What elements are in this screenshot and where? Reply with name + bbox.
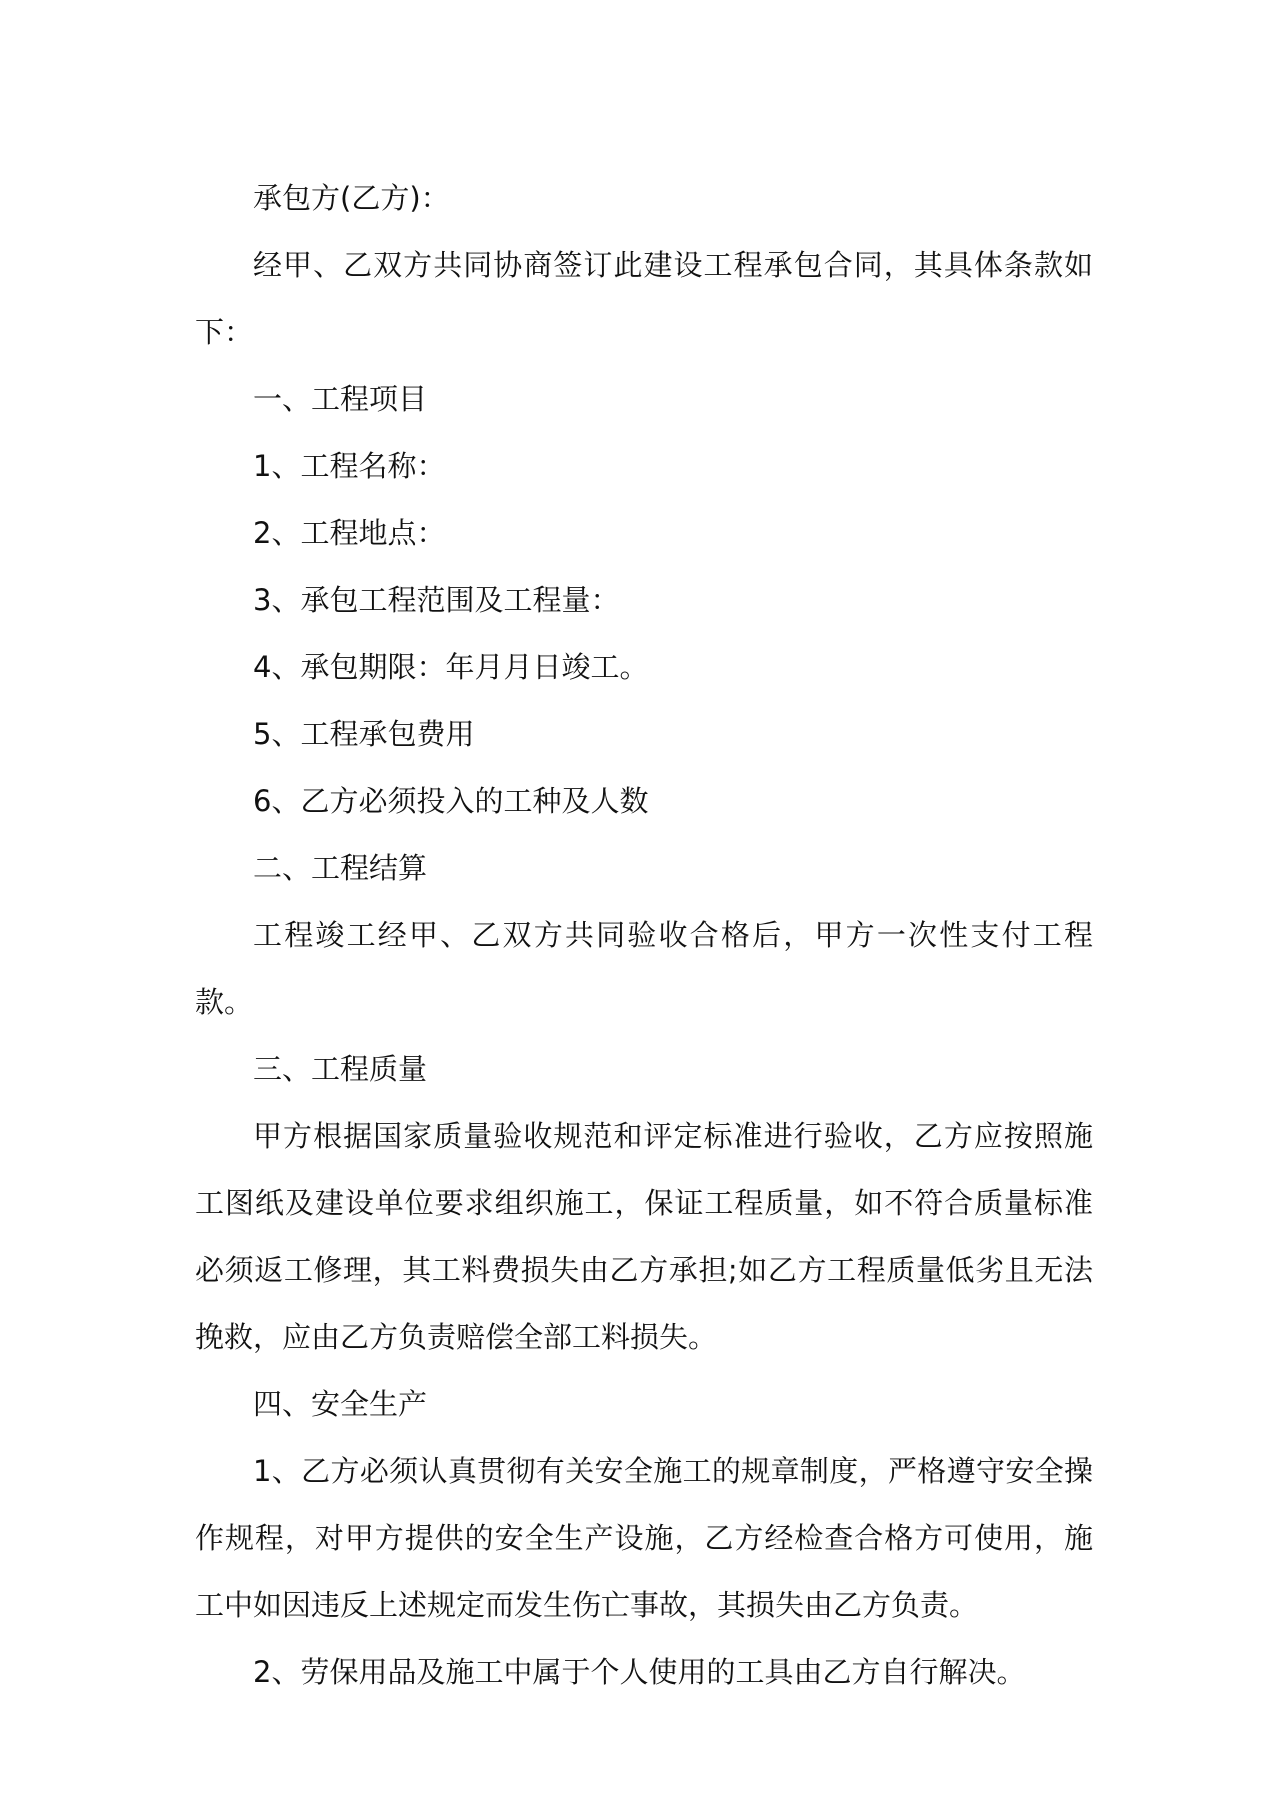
- section-heading-settlement: 二、工程结算: [253, 851, 428, 885]
- safety-item-1: 1、乙方必须认真贯彻有关安全施工的规章制度，严格遵守安全操作规程，对甲方提供的安全生产设施，乙方经检查合格方可使用，施工中如因违反上述规定而发生伤亡事故，其损失由乙方负责。: [195, 1454, 1093, 1622]
- section-heading-safety: 四、安全生产: [253, 1387, 428, 1421]
- contractor-party-line: 承包方(乙方)：: [253, 181, 450, 215]
- project-item-name: 1、工程名称：: [253, 449, 446, 483]
- section-heading-project: 一、工程项目: [253, 382, 428, 416]
- project-item-workers: 6、乙方必须投入的工种及人数: [253, 784, 649, 818]
- section-heading-quality: 三、工程质量: [253, 1052, 428, 1086]
- project-item-fee: 5、工程承包费用: [253, 717, 475, 751]
- settlement-paragraph: 工程竣工经甲、乙双方共同验收合格后，甲方一次性支付工程款。: [195, 918, 1093, 1019]
- project-item-period: 4、承包期限：年月月日竣工。: [253, 650, 649, 684]
- project-item-scope: 3、承包工程范围及工程量：: [253, 583, 620, 617]
- safety-item-2: 2、劳保用品及施工中属于个人使用的工具由乙方自行解决。: [253, 1655, 1026, 1689]
- document-page: [195, 165, 1093, 1706]
- intro-paragraph: 经甲、乙双方共同协商签订此建设工程承包合同，其具体条款如下：: [195, 248, 1093, 349]
- quality-paragraph: 甲方根据国家质量验收规范和评定标准进行验收，乙方应按照施工图纸及建设单位要求组织施工，保证工程质量，如不符合质量标准必须返工修理，其工料费损失由乙方承担;如乙方工程质量低劣且无法挽救，应由乙方负责赔偿全部工料损失。: [195, 1119, 1093, 1354]
- project-item-location: 2、工程地点：: [253, 516, 446, 550]
